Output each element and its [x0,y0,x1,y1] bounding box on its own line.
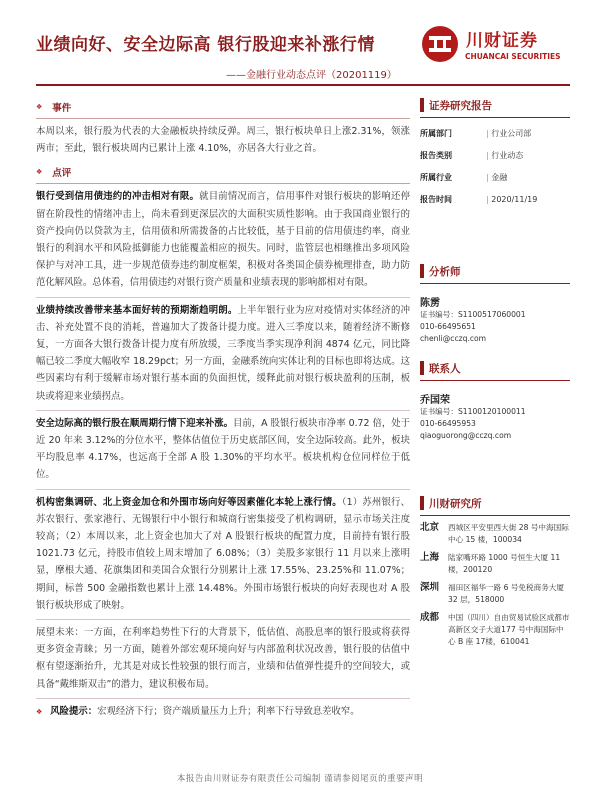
page-subtitle: ——金融行业动态点评（20201119） [226,70,397,81]
contact-heading [420,359,570,377]
report-info-heading [420,96,570,114]
contact-heading-label: 联系人 [429,362,461,375]
office-city: 成都 [420,612,440,623]
section-marker-icon [420,496,424,510]
sidebar [420,96,570,648]
info-key: 报告类别 [420,151,452,160]
info-value: | 行业动态 [486,149,523,162]
office-address: 西城区平安里西大街 28 号中海国际中心 15 楼，100034 [448,523,569,544]
analyst-heading-label: 分析师 [429,265,461,278]
logo-name-en: CHUANCAI SECURITIES [465,52,561,61]
paragraph-body: 上半年银行业为应对疫情对实体经济的冲击、补充处置不良的消耗，普遍加大了拨备计提力度。进入三季度以来，随着经济不断修复，一方面各大银行拨备计提力度有所放缓，三季度当季实现净利润 4874 亿元，同比降幅已较二季度大幅收窄 18.29pct；另一方面，金融系统向实体让利的目标也即将达成。这些因素均有利于缓解市场对银行基本面的负面担忧，缓释此前对银行板块盈利的压制，板块或将迎来业绩拐点。 [36,304,410,402]
section-marker-icon [420,264,424,278]
section-marker-icon [420,361,424,375]
paragraph-lead: 业绩持续改善带来基本面好转的预期渐趋明朗。 [36,304,238,316]
info-key: 所属行业 [420,173,452,182]
comment-heading [36,163,410,181]
office-address: 中国（四川）自由贸易试验区成都市高新区交子大道177 号中海国际中心 B 座 17楼，610041 [448,613,570,646]
info-row [420,127,570,140]
paragraph-body: 目前，A 股银行板块市净率 0.72 倍，处于近 20 年来 3.12%的分位水平，整体估值位于历史底部区间，安全边际较高。此外，板块平均股息率 4.17%，也远高于全部 A 股 1.30%的平均水平。板块机构仓位同样位于低位。 [36,417,410,481]
paragraph-body: （1）苏州银行、苏农银行、张家港行、无锡银行中小银行和城商行密集接受了机构调研，显示市场关注度较高；（2）本周以来，北上资金也加大了对 A 股银行板块的配置力度，目前持有银行股 1021.73 亿元，持股市值较上周末增加了 6.08%；（3）美股多家银行 11 月以来上涨明显，摩根大通、花旗集团和美国合众银行分别累计上涨 17.55%、23.25%和 11.07%；期间，标普 500 金融指数也累计上涨 14.48%。外围市场银行板块的向好表现也对 A 股银行板块形成了映射。 [36,496,410,611]
risk-text: 宏观经济下行；资产端质量压力上升；利率下行导致息差收窄。 [97,705,360,717]
office-address: 福田区福华一路 6 号免税商务大厦 32 层，518000 [448,583,564,604]
info-value: | 2020/11/19 [486,193,537,206]
contact-email[interactable]: qiaoguorong@cczq.com [420,431,512,440]
diamond-icon: ❖ [36,168,43,177]
logo-name-cn: 川财证券 [466,31,538,51]
divider [420,283,570,284]
paragraph-body: 就目前情况而言，信用事件对银行板块的影响还停留在阶段性的情绪冲击上，尚未看到更深层次的大面积实质性影响。由于我国商业银行的资产投向仍以贷款为主，信用债和所需拨备的占比较低，基于目前的信用债违约率，商业银行的利润水平和风险抵御能力也能覆盖相应的损失。同时，监管层也相继推出多项风险保护与对冲工具，进一步规范债券违约制度框架，积极对各类国企债券梳理排查，助力防范化解风险。总体看，信用债违约对银行资产质量和业绩表现的影响都相对有限。 [36,191,410,289]
info-row [420,171,570,184]
office-city: 上海 [420,552,440,563]
logo-mark-icon [420,24,460,64]
risk-lead: 风险提示： [50,705,98,717]
divider [420,515,570,516]
institute-heading-label: 川财研究所 [429,497,482,510]
info-row [420,149,570,162]
analyst-name: 陈雳 [420,298,440,309]
office-entry [420,612,570,648]
institute-heading [420,494,570,512]
office-city: 深圳 [420,582,440,593]
divider [420,380,570,381]
paragraph-lead: 银行受到信用债违约的冲击相对有限。 [36,191,200,203]
event-text: 本周以来，银行股为代表的大金融板块持续反弹。周三，银行板块单日上涨2.31%，领涨两市；至此，银行板块周内已累计上涨 4.10%，亦居各大行业之首。 [36,126,410,155]
comment-paragraph [36,411,410,484]
info-value: | 金融 [486,171,507,184]
comment-paragraph [36,620,410,693]
comment-paragraph [36,298,410,405]
office-entry [420,582,570,606]
header-divider [36,84,570,86]
contact-phone: 010-66495953 [420,419,476,428]
analyst-cert: 证书编号：S1100517060001 [420,310,526,319]
analyst-heading [420,262,570,280]
report-info-heading-label: 证券研究报告 [429,99,492,112]
office-city: 北京 [420,522,440,533]
divider [420,117,570,118]
contact-cert: 证书编号：S1100120100011 [420,407,526,416]
info-row [420,193,570,206]
diamond-icon: ❖ [36,103,43,111]
analyst-email[interactable]: chenli@cczq.com [420,334,487,343]
paragraph-body: 展望未来：一方面，在利率趋势性下行的大背景下，低估值、高股息率的银行股或将获得更多资金青睐；另一方面，随着外部宏观环境向好与内部盈利状况改善，银行股的估值中枢有望逐渐抬升，尤其是对成长性较强的银行而言，业绩和估值弹性提升的空间较大，或具备“戴维斯双击”的潜力，建议积极布局。 [36,627,410,690]
event-heading [36,98,410,116]
office-address: 陆家嘴环路 1000 号恒生大厦 11 楼，200120 [448,553,561,574]
event-heading-label: 事件 [52,103,72,114]
page-title: 业绩向好、安全边际高 银行股迎来补涨行情 [36,35,375,55]
company-logo [420,22,570,72]
office-entry [420,552,570,576]
office-entry [420,522,570,546]
comment-paragraph [36,184,410,291]
info-key: 报告时间 [420,195,452,204]
info-key: 所属部门 [420,129,452,138]
risk-warning [36,699,410,721]
paragraph-lead: 机构密集调研、北上资金加仓和外围市场向好等因素催化本轮上涨行情。 [36,496,342,508]
paragraph-lead: 安全边际高的银行股在顺周期行情下迎来补涨。 [36,417,234,429]
footer-disclaimer: 本报告由川财证券有限责任公司编制 谨请参阅尾页的重要声明 [176,774,424,784]
diamond-icon: ❖ [36,707,43,716]
section-marker-icon [420,98,424,112]
contact-name: 乔国荣 [420,395,450,406]
analyst-phone: 010-66495651 [420,322,476,331]
main-content [36,92,410,721]
comment-heading-label: 点评 [52,168,72,180]
info-value: | 行业公司部 [486,127,531,140]
comment-paragraph [36,490,410,614]
